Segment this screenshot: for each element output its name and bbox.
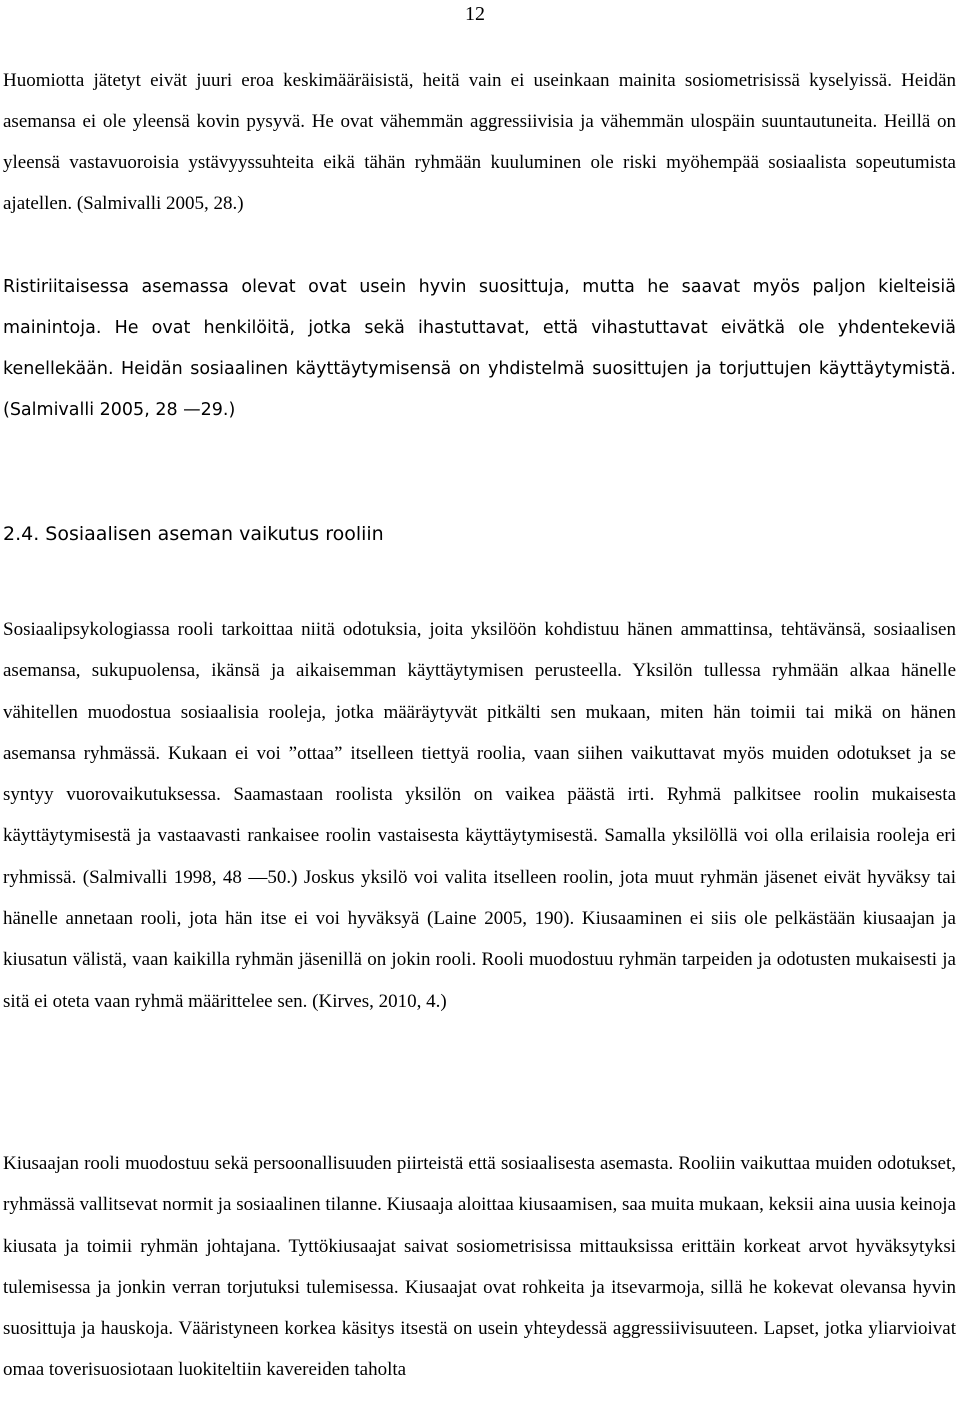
paragraph-neglected: Huomiotta jätetyt eivät juuri eroa keskimääräisistä, heitä vain ei useinkaan mainita sosiometrisissä kyselyissä. Heidän asemansa ei ole yleensä kovin pysyvä. He ovat vähemmän aggressiivisia ja vähemmän ulospäin suuntautuneita. Heillä on yleensä vastavuoroisia ystävyyssuhteita eikä tähän ryhmään kuuluminen ole riski myöhempää sosiaalista sopeutumista ajatellen. (Salmivalli 2005, 28.): [3, 70, 956, 214]
page-number: 12: [465, 3, 485, 25]
paragraph-role-definition: Sosiaalipsykologiassa rooli tarkoittaa niitä odotuksia, joita yksilöön kohdistuu hänen ammattinsa, tehtävänsä, sosiaalisen asemansa, sukupuolensa, ikänsä ja aikaisemman käyttäytymisen perusteella. Yksilön tullessa ryhmään alkaa hänelle vähitellen muodostua sosiaalisia rooleja, jotka määräytyvät pitkälti sen mukaan, miten hän toimii tai mikä on hänen asemansa ryhmässä. Kukaan ei voi ”ottaa” itselleen tiettyä roolia, vaan siihen vaikuttavat myös muiden odotukset ja se syntyy vuorovaikutuksessa. Saamastaan roolista yksilön on vaikea päästä irti. Ryhmä palkitsee roolin mukaisesta käyttäytymisestä ja vastaavasti rankaisee roolin vastaisesta käyttäytymisestä. Samalla yksilöllä voi olla erilaisia rooleja eri ryhmissä. (Salmivalli 1998, 48 —50.) Joskus yksilö voi valita itselleen roolin, jota muut ryhmän jäsenet eivät hyväksy tai hänelle annetaan rooli, jota hän itse ei voi hyväksyä (Laine 2005, 190). Kiusaaminen ei siis ole pelkästään kiusaajan ja kiusatun välistä, vaan kaikilla ryhmän jäsenillä on jokin rooli. Rooli muodostuu ryhmän tarpeiden ja odotusten mukaisesti ja sitä ei oteta vaan ryhmä määrittelee sen. (Kirves, 2010, 4.): [3, 619, 956, 1012]
paragraph-bully-role: Kiusaajan rooli muodostuu sekä persoonallisuuden piirteistä että sosiaalisesta asemasta. Rooliin vaikuttaa muiden odotukset, ryhmässä vallitsevat normit ja sosiaalinen tilanne. Kiusaaja aloittaa kiusaamisen, saa muita mukaan, keksii aina uusia keinoja kiusata ja toimii ryhmän johtajana. Tyttökiusaajat saivat sosiometrisissa mittauksissa erittäin korkeat arvot hyväksytyksi tulemisessa ja jonkin verran torjutuksi tulemisessa. Kiusaajat ovat rohkeita ja itsevarmoja, sillä he kokevat olevansa hyvin suosittuja ja hauskoja. Vääristyneen korkea käsitys itsestä on usein yhteydessä aggressiivisuuteen. Lapset, jotka yliarvioivat omaa toverisuosiotaan luokiteltiin kavereiden taholta: [3, 1153, 956, 1381]
section-heading: 2.4. Sosiaalisen aseman vaikutus rooliin: [3, 523, 384, 545]
paragraph-controversial: Ristiriitaisessa asemassa olevat ovat usein hyvin suosittuja, mutta he saavat myös paljon kielteisiä mainintoja. He ovat henkilöitä, jotka sekä ihastuttavat, että vihastuttavat eivätkä ole yhdentekeviä kenellekään. Heidän sosiaalinen käyttäytymisensä on yhdistelmä suosittujen ja torjuttujen käyttäytymistä. (Salmivalli 2005, 28 —29.): [3, 277, 956, 420]
